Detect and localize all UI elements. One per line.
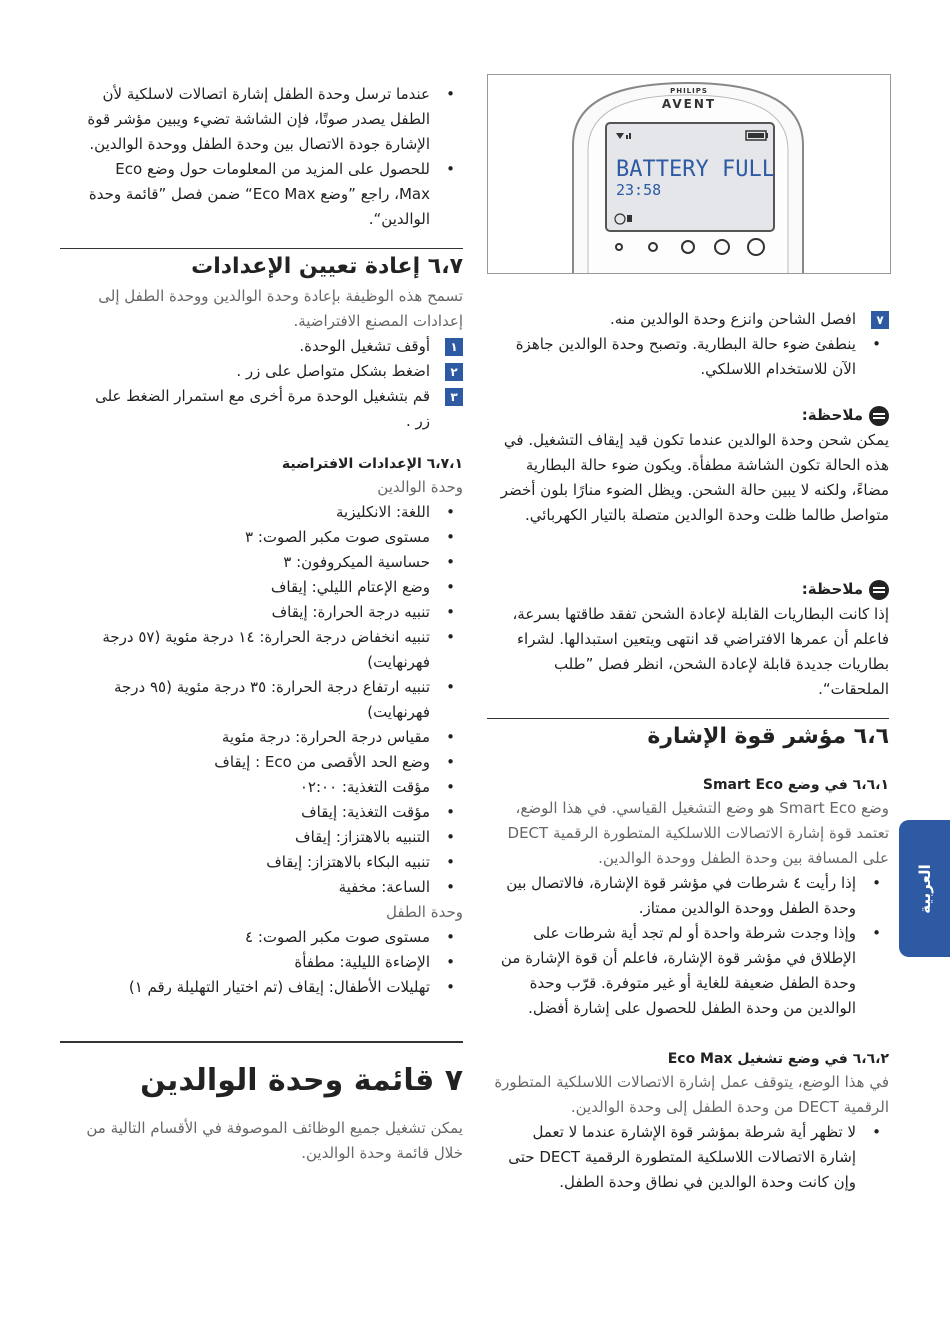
list-item: • إذا رأيت ٤ شرطات في مؤشر قوة الإشارة، فالاتصال بين وحدة الطفل ووحدة الوالدين ممتاز. [498,871,889,921]
list-item: • تنبيه ارتفاع درجة الحرارة: ٣٥ درجة مئوية (٩٥ درجة فهرنهايت) [80,675,463,725]
reset-step-1 [80,334,463,359]
defaults-heading: ٦،٧،١ الإعدادات الافتراضية [281,456,463,472]
step-number: ٢ [445,363,463,381]
list-item: • وضع الحد الأقصى من Eco : إيقاف [80,750,463,775]
list-item: • لا تظهر أية شرطة بمؤشر قوة الإشارة عندما لا تعمل إشارة الاتصالات اللاسلكية المتطورة الرقمية DECT حتى وإن كانت وحدة الوالدين في نطاق وحدة الطفل. [498,1120,889,1195]
list-item: • اللغة: الانكليزية [80,500,463,525]
list-item: • وضع الإعتام الليلي: إيقاف [80,575,463,600]
list-item: • وإذا وجدت شرطة واحدة أو لم تجد أية شرطات على الإطلاق في مؤشر قوة الإشارة، فاعلم أن قوة الإشارة من وحدة الطفل ضعيفة للغاية أو غير متوفرة. قرّب وحدة الوالدين من وحدة الطفل للحصول على إشارة أفضل. [498,921,889,1021]
list-item: • تهليلات الأطفال: إيقاف (تم اختيار التهليلة رقم ١) [80,975,463,1000]
step-number: ٧ [871,311,889,329]
language-tab[interactable] [899,820,950,957]
list-item: • للحصول على المزيد من المعلومات حول وضع Eco Max، راجع ”وضع Eco Max“ ضمن فصل ”قائمة وحدة الوالدين“. [80,157,463,232]
list-item: • مؤقت التغذية: إيقاف [80,800,463,825]
step-7 [498,307,889,332]
step-number: ٣ [445,388,463,406]
step-text: أوقف تشغيل الوحدة. [299,337,430,355]
list-item: • حساسية الميكروفون: ٣ [80,550,463,575]
list-item: • تنبيه انخفاض درجة الحرارة: ١٤ درجة مئوية (٥٧ درجة فهرنهايت) [80,625,463,675]
language-tab-label: العربية [915,863,934,914]
list-item: • تنبيه درجة الحرارة: إيقاف [80,600,463,625]
list-item: • الإضاءة الليلية: مطفأة [80,950,463,975]
chapter-section [80,1058,463,1166]
screen-status-text: BATTERY FULL [616,157,775,182]
eco-max-desc: في هذا الوضع، يتوقف عمل إشارة الاتصالات اللاسلكية المتطورة الرقمية DECT من وحدة الطفل إلى وحدة الوالدين. [494,1073,889,1116]
section-divider [60,248,463,249]
smart-eco-heading: ٦،٦،١ في وضع Smart Eco [702,777,889,793]
list-item: • مقياس درجة الحرارة: درجة مئوية [80,725,463,750]
defaults-section [80,453,463,1000]
list-item: • التنبيه بالاهتزاز: إيقاف [80,825,463,850]
chapter-divider [60,1041,463,1043]
smart-eco-desc: وضع Smart Eco هو وضع التشغيل القياسي. في هذا الوضع، تعتمد قوة إشارة الاتصالات اللاسلكية المتطورة الرقمية DECT على المسافة بين وحدة الطفل ووحدة الوالدين. [507,799,889,867]
step-number: ١ [445,338,463,356]
note-2 [498,577,889,702]
reset-step-2 [80,359,463,384]
list-item: • مستوى صوت مكبر الصوت: ٣ [80,525,463,550]
note-icon [869,580,889,600]
step7-section [498,307,889,382]
signal-section [487,720,889,1021]
reset-step-3 [80,384,463,434]
note-title: ملاحظة: [498,577,889,602]
reset-desc: تسمح هذه الوظيفة بإعادة وحدة الوالدين ووحدة الطفل إلى إعدادات المصنع الافتراضية. [98,287,463,330]
screen-time: 23:58 [616,181,662,199]
step-text: اضغط بشكل متواصل على زر . [236,362,430,380]
signal-heading: ٦،٦ مؤشر قوة الإشارة [647,724,889,749]
list-item: • الساعة: مخفية [80,875,463,900]
step-text: افصل الشاحن وانزع وحدة الوالدين منه. [609,310,856,328]
brand-philips: PHILIPS [670,87,708,95]
parent-unit-label: وحدة الوالدين [377,478,463,496]
chapter-desc: يمكن تشغيل جميع الوظائف الموصوفة في الأقسام التالية من خلال قائمة وحدة الوالدين. [86,1119,463,1162]
brand-avent: AVENT [661,97,717,111]
note-title: ملاحظة: [498,403,889,428]
list-item: • مؤقت التغذية: ٠٢:٠٠ [80,775,463,800]
list-item: • مستوى صوت مكبر الصوت: ٤ [80,925,463,950]
left-column [80,82,463,232]
eco-max-heading: ٦،٦،٢ في وضع تشغيل Eco Max [667,1051,889,1067]
reset-section [80,250,463,434]
note-1 [498,403,889,528]
note-text: إذا كانت البطاريات القابلة لإعادة الشحن تفقد طاقتها بسرعة، فاعلم أن عمرها الافتراضي قد انتهى ويتعين استبدالها. لشراء بطاريات جديدة قابلة لإعادة الشحن، انظر فصل ”طلب الملحقات“. [512,605,889,698]
list-item: • تنبيه البكاء بالاهتزاز: إيقاف [80,850,463,875]
device-illustration [487,74,891,274]
chapter-heading: ٧ قائمة وحدة الوالدين [140,1063,463,1098]
list-item: • ينطفئ ضوء حالة البطارية. وتصبح وحدة الوالدين جاهزة الآن للاستخدام اللاسلكي. [498,332,889,382]
eco-max-section [487,1048,889,1195]
step-text: قم بتشغيل الوحدة مرة أخرى مع استمرار الضغط على زر . [95,387,430,430]
note-icon [869,406,889,426]
reset-heading: ٦،٧ إعادة تعيين الإعدادات [191,254,463,279]
baby-unit-label: وحدة الطفل [385,903,463,921]
note-text: يمكن شحن وحدة الوالدين عندما تكون قيد إيقاف التشغيل. في هذه الحالة تكون الشاشة مطفأة. ويكون ضوء حالة البطارية مضاءً، ولكنه لا يبين حالة الشحن. ويظل الضوء منارًا بلون أخضر متواصل طالما ظلت وحدة الوالدين متصلة بالتيار الكهربائي. [500,431,889,524]
list-item: • عندما ترسل وحدة الطفل إشارة اتصالات لاسلكية لأن الطفل يصدر صوتًا، فإن الشاشة تضيء ويبين مؤشر قوة الإشارة جودة الاتصال بين وحدة الطفل ووحدة الوالدين. [80,82,463,157]
section-divider [487,718,889,719]
